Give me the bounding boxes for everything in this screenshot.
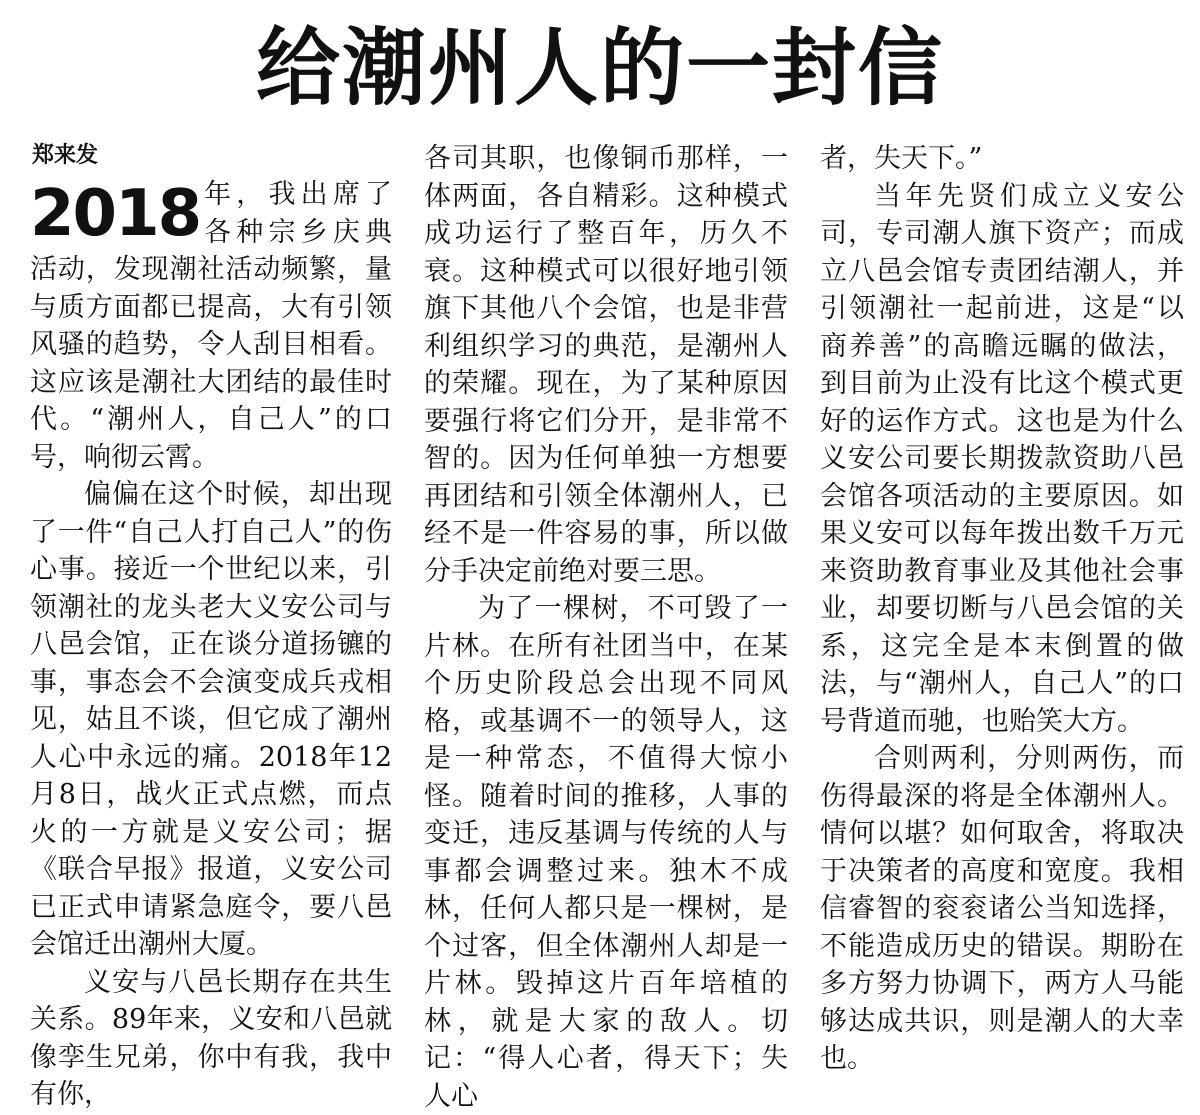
article-column-3 xyxy=(820,140,1184,1078)
paragraph-3-start: 义安与八邑长期存在共生关系。89年来，义安和八邑就像孪生兄弟，你中有我，我中有你， xyxy=(30,966,392,1110)
paragraph-2: 偏偏在这个时候，却出现了一件“自己人打自己人”的伤心事。接近一个世纪以来，引领潮社的龙头老大义安公司与八邑会馆，正在谈分道扬镳的事，事态会不会演变成兵戎相见，姑且不谈，但它成了潮州人心中永远的痛。2018年12月8日，战火正式点燃，而点火的一方就是义安公司；据《联合早报》报道，义安公司已正式申请紧急庭令，要八邑会馆迁出潮州大厦。 xyxy=(30,479,392,960)
dropcap-year: 2018 xyxy=(30,177,201,251)
article-column-1 xyxy=(30,140,392,1114)
paragraph-5: 当年先贤们成立义安公司，专司潮人旗下资产；而成立八邑会馆专责团结潮人，并引领潮社一起前进，这是“以商养善”的高瞻远瞩的做法，到目前为止没有比这个模式更好的运作方式。这也是为什么义安公司要长期拨款资助八邑会馆各项活动的主要原因。如果义安可以每年拨出数千万元来资助教育事业及其他社会事业，却要切断与八邑会馆的关系，这完全是本末倒置的做法，与“潮州人，自己人”的口号背道而驰，也贻笑大方。 xyxy=(820,180,1184,737)
headline: 给潮州人的一封信 xyxy=(255,19,944,117)
paragraph-6: 合则两利，分则两伤，而伤得最深的将是全体潮州人。情何以堪？如何取舍，将取决于决策者的高度和宽度。我相信睿智的衮衮诸公当知选择，不能造成历史的错误。期盼在多方努力协调下，两方人马能够达成共识，则是潮人的大幸也。 xyxy=(820,743,1184,1074)
paragraph-1-text: 年，我出席了各种宗乡庆典活动，发现潮社活动频繁，量与质方面都已提高，大有引领风骚的趋势，令人刮目相看。这应该是潮社大团结的最佳时代。“潮州人，自己人”的口号，响彻云霄。 xyxy=(30,179,392,473)
byline: 郑来发 xyxy=(32,143,99,168)
paragraph-4-continued: 者，失天下。” xyxy=(820,143,983,174)
paragraph-4-start: 为了一棵树，不可毁了一片林。在所有社团当中，在某个历史阶段总会出现不同风格，或基调不一的领导人，这是一种常态，不值得大惊小怪。随着时间的推移，人事的变迁，违反基调与传统的人与事都会调整过来。独木不成林，任何人都只是一棵树，是个过客，但全体潮州人却是一片林。毁掉这片百年培植的林，就是大家的敌人。切记：“得人心者，得天下；失人心 xyxy=(424,593,788,1112)
paragraph-1 xyxy=(30,176,392,476)
article-column-2 xyxy=(424,140,788,1115)
paragraph-3-continued: 各司其职，也像铜币那样，一体两面，各自精彩。这种模式成功运行了整百年，历久不衰。这种模式可以很好地引领旗下其他八个会馆，也是非营利组织学习的典范，是潮州人的荣耀。现在，为了某种原因要强行将它们分开，是非常不智的。因为任何单独一方想要再团结和引领全体潮州人，已经不是一件容易的事，所以做分手决定前绝对要三思。 xyxy=(424,143,788,587)
